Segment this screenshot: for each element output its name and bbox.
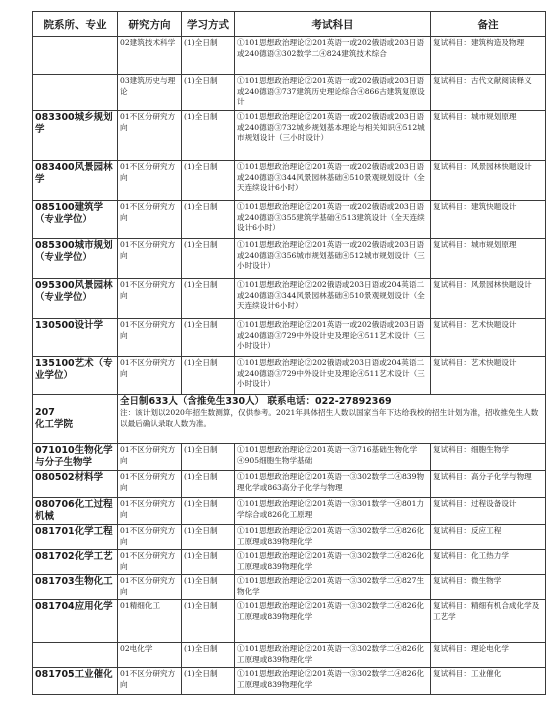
dept-cell: 083300城乡规划学 <box>33 111 118 161</box>
table-row <box>33 37 546 75</box>
header-row <box>33 12 546 37</box>
direction-cell: 01不区分研究方向 <box>118 161 182 201</box>
note-cell: 复试科目：城市规划原理 <box>431 111 546 161</box>
mode-cell: (1)全日制 <box>182 600 235 643</box>
exam-cell: ①101思想政治理论②201英语一③302数学二④826化工原理或839物理化学 <box>235 550 431 575</box>
direction-cell: 01不区分研究方向 <box>118 201 182 239</box>
col-header-note: 备注 <box>431 12 546 37</box>
table-row <box>33 75 546 111</box>
mode-cell: (1)全日制 <box>182 161 235 201</box>
section-row <box>33 395 546 444</box>
exam-cell: ①101思想政治理论②201英语一或202俄语或203日语或240德语③737建筑历史理论综合④866古建筑复原设计 <box>235 75 431 111</box>
exam-cell: ①101思想政治理论②201英语一或202俄语或203日语或240德语③729中外设计史及理论④511艺术设计（三小时设计） <box>235 319 431 357</box>
mode-cell: (1)全日制 <box>182 75 235 111</box>
exam-cell: ①101思想政治理论②201英语一③302数学二④826化工原理或839物理化学 <box>235 525 431 550</box>
note-cell: 复试科目：建筑构造及物理 <box>431 37 546 75</box>
direction-cell: 01不区分研究方向 <box>118 525 182 550</box>
exam-cell: ①101思想政治理论②201英语一③302数学二④827生物化学 <box>235 575 431 600</box>
direction-cell: 03建筑历史与理论 <box>118 75 182 111</box>
table-row <box>33 575 546 600</box>
dept-cell: 081702化学工艺 <box>33 550 118 575</box>
table-row <box>33 550 546 575</box>
mode-cell: (1)全日制 <box>182 319 235 357</box>
exam-cell: ①101思想政治理论②201英语一或202俄语或203日语或240德语③302数学二④824建筑技术综合 <box>235 37 431 75</box>
exam-cell: ①101思想政治理论②202俄语或203日语或204英语二或240德语③344风景园林基础④510景观规划设计（全天连续设计6小时） <box>235 279 431 319</box>
exam-cell: ①101思想政治理论②201英语一③302数学二④826化工原理或839物理化学 <box>235 643 431 668</box>
section-code: 207 <box>35 407 55 418</box>
table-row <box>33 600 546 643</box>
note-cell: 复试科目：城市规划原理 <box>431 239 546 279</box>
dept-cell: 130500设计学 <box>33 319 118 357</box>
direction-cell: 01不区分研究方向 <box>118 471 182 498</box>
mode-cell: (1)全日制 <box>182 525 235 550</box>
direction-cell: 01不区分研究方向 <box>118 319 182 357</box>
table-row <box>33 201 546 239</box>
mode-cell: (1)全日制 <box>182 550 235 575</box>
admissions-table <box>32 11 546 695</box>
note-cell: 复试科目：理论电化学 <box>431 643 546 668</box>
note-cell: 复试科目：反应工程 <box>431 525 546 550</box>
direction-cell: 01不区分研究方向 <box>118 239 182 279</box>
exam-cell: ①101思想政治理论②201英语一③716基础生物化学④905细胞生物学基础 <box>235 444 431 471</box>
dept-cell: 081705工业催化 <box>33 668 118 695</box>
col-header-dept: 院系所、专业 <box>33 12 118 37</box>
col-header-mode: 学习方式 <box>182 12 235 37</box>
dept-cell: 081703生物化工 <box>33 575 118 600</box>
mode-cell: (1)全日制 <box>182 239 235 279</box>
exam-cell: ①101思想政治理论②201英语一③302数学二④826化工原理或839物理化学 <box>235 600 431 643</box>
note-cell: 复试科目：风景园林快题设计 <box>431 161 546 201</box>
table-row <box>33 668 546 695</box>
direction-cell: 01不区分研究方向 <box>118 668 182 695</box>
mode-cell: (1)全日制 <box>182 471 235 498</box>
table-row <box>33 279 546 319</box>
mode-cell: (1)全日制 <box>182 643 235 668</box>
mode-cell: (1)全日制 <box>182 357 235 395</box>
dept-cell: 085100建筑学（专业学位） <box>33 201 118 239</box>
section-info-cell <box>118 395 546 444</box>
direction-cell: 01不区分研究方向 <box>118 575 182 600</box>
dept-cell: 095300风景园林（专业学位） <box>33 279 118 319</box>
mode-cell: (1)全日制 <box>182 279 235 319</box>
mode-cell: (1)全日制 <box>182 498 235 525</box>
mode-cell: (1)全日制 <box>182 111 235 161</box>
section-name: 化工学院 <box>35 419 74 430</box>
table-row <box>33 357 546 395</box>
direction-cell: 01不区分研究方向 <box>118 444 182 471</box>
direction-cell: 01不区分研究方向 <box>118 111 182 161</box>
dept-cell: 081704应用化学 <box>33 600 118 643</box>
table-row <box>33 444 546 471</box>
table-row <box>33 239 546 279</box>
exam-cell: ①101思想政治理论②201英语一③302数学二④839物理化学或863高分子化学与物理 <box>235 471 431 498</box>
exam-cell: ①101思想政治理论②201英语一或202俄语或203日语或240德语③732城乡规划基本理论与相关知识④512城市规划设计（三小时设计） <box>235 111 431 161</box>
dept-cell: 135100艺术（专业学位） <box>33 357 118 395</box>
dept-cell: 085300城市规划（专业学位） <box>33 239 118 279</box>
note-cell: 复试科目：细胞生物学 <box>431 444 546 471</box>
mode-cell: (1)全日制 <box>182 201 235 239</box>
dept-cell: 083400风景园林学 <box>33 161 118 201</box>
direction-cell: 01不区分研究方向 <box>118 357 182 395</box>
note-cell: 复试科目：化工热力学 <box>431 550 546 575</box>
mode-cell: (1)全日制 <box>182 37 235 75</box>
exam-cell: ①101思想政治理论②201英语一或202俄语或203日语或240德语③344风景园林基础④510景观规划设计（全天连续设计6小时） <box>235 161 431 201</box>
table-row <box>33 319 546 357</box>
table-row <box>33 111 546 161</box>
col-header-direction: 研究方向 <box>118 12 182 37</box>
note-cell: 复试科目：古代文献阅读释义 <box>431 75 546 111</box>
direction-cell: 01不区分研究方向 <box>118 279 182 319</box>
direction-cell: 02电化学 <box>118 643 182 668</box>
direction-cell: 01不区分研究方向 <box>118 498 182 525</box>
table-row <box>33 471 546 498</box>
col-header-exam: 考试科目 <box>235 12 431 37</box>
table-row <box>33 525 546 550</box>
section-dept-cell <box>33 395 118 444</box>
table-row <box>33 498 546 525</box>
note-cell: 复试科目：风景园林快题设计 <box>431 279 546 319</box>
table-row <box>33 161 546 201</box>
exam-cell: ①101思想政治理论②201英语一③302数学二④826化工原理或839物理化学 <box>235 668 431 695</box>
exam-cell: ①101思想政治理论②202俄语或203日语或204英语二或240德语③729中外设计史及理论④511艺术设计（三小时设计） <box>235 357 431 395</box>
note-cell: 复试科目：高分子化学与物理 <box>431 471 546 498</box>
note-cell: 复试科目：艺术快题设计 <box>431 319 546 357</box>
dept-cell <box>33 37 118 75</box>
dept-cell <box>33 643 118 668</box>
direction-cell: 01不区分研究方向 <box>118 550 182 575</box>
exam-cell: ①101思想政治理论②201英语一或202俄语或203日语或240德语③355建筑学基础④513建筑设计（全天连续设计6小时） <box>235 201 431 239</box>
mode-cell: (1)全日制 <box>182 668 235 695</box>
direction-cell: 02建筑技术科学 <box>118 37 182 75</box>
dept-cell: 080706化工过程机械 <box>33 498 118 525</box>
table-row <box>33 643 546 668</box>
dept-cell: 071010生物化学与分子生物学 <box>33 444 118 471</box>
note-cell: 复试科目：建筑快题设计 <box>431 201 546 239</box>
exam-cell: ①101思想政治理论②201英语一或202俄语或203日语或240德语③356城市规划基础④512城市规划设计（三小时设计） <box>235 239 431 279</box>
dept-cell: 081701化学工程 <box>33 525 118 550</box>
note-cell: 复试科目：过程设备设计 <box>431 498 546 525</box>
note-cell: 复试科目：艺术快题设计 <box>431 357 546 395</box>
mode-cell: (1)全日制 <box>182 575 235 600</box>
section-note: 注：该计划以2020年招生数测算，仅供参考。2021年具体招生人数以国家当年下达给我校的招生计划为准，招收推免生人数以最后确认录取人数为准。 <box>120 408 539 428</box>
section-headline: 全日制633人（含推免生330人） 联系电话：022-27892369 <box>120 396 392 407</box>
note-cell: 复试科目：工业催化 <box>431 668 546 695</box>
exam-cell: ①101思想政治理论②201英语一③301数学一④801力学综合或826化工原理 <box>235 498 431 525</box>
note-cell: 复试科目：微生物学 <box>431 575 546 600</box>
direction-cell: 01精细化工 <box>118 600 182 643</box>
note-cell: 复试科目：精细有机合成化学及工艺学 <box>431 600 546 643</box>
dept-cell: 080502材料学 <box>33 471 118 498</box>
mode-cell: (1)全日制 <box>182 444 235 471</box>
dept-cell <box>33 75 118 111</box>
